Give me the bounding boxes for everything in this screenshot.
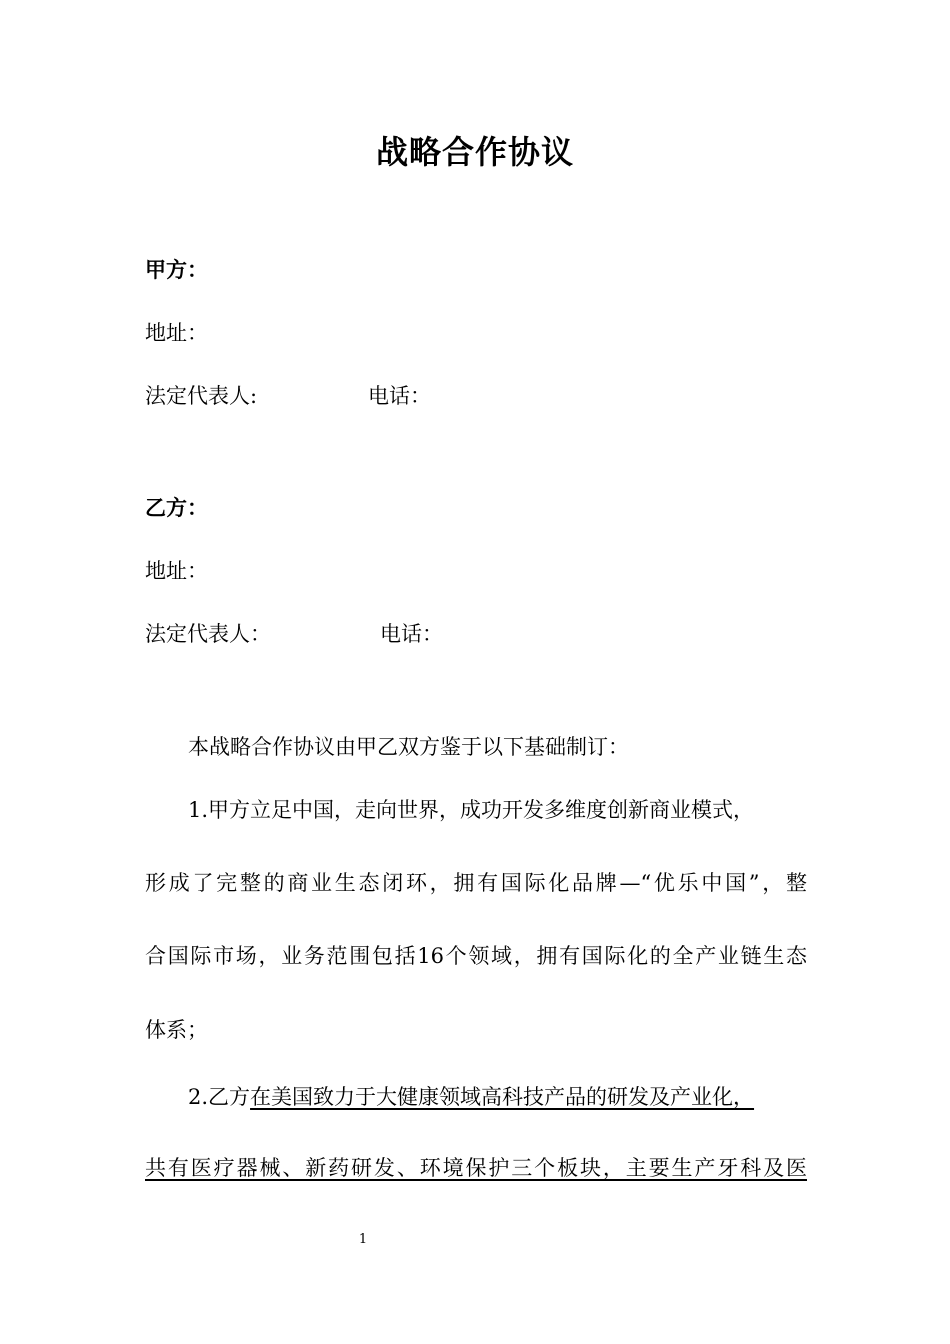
paragraph-1-line-2: 形成了完整的商业生态闭环，拥有国际化品牌—“优乐中国”，整 [145,871,807,895]
party-a-representative: 法定代表人: [145,384,258,408]
party-a-phone: 电话： [368,384,431,408]
party-a-address: 地址： [145,321,208,345]
paragraph-2-line-2: 共有医疗器械、新药研发、环境保护三个板块，主要生产牙科及医 [145,1156,807,1180]
document-title: 战略合作协议 [375,133,574,171]
paragraph-2-line-1 [188,1081,754,1113]
paragraph-2-underlined: 在美国致力于大健康领域高科技产品的研发及产业化， [250,1085,755,1109]
party-b-phone: 电话： [380,622,443,646]
party-b-address: 地址： [145,559,208,583]
paragraph-1-line-1: 1.甲方立足中国，走向世界，成功开发多维度创新商业模式， [188,798,755,822]
party-b-representative: 法定代表人： [145,622,271,646]
paragraph-2-prefix: 2.乙方 [188,1085,251,1109]
paragraph-1-line-3: 合国际市场，业务范围包括16个领域，拥有国际化的全产业链生态 [145,944,807,968]
party-b-label: 乙方： [145,496,208,520]
intro-paragraph: 本战略合作协议由甲乙双方鉴于以下基础制订： [188,735,629,759]
page-number: 1 [358,1232,368,1247]
paragraph-1-line-4: 体系； [145,1018,208,1042]
party-a-label: 甲方： [145,258,208,282]
